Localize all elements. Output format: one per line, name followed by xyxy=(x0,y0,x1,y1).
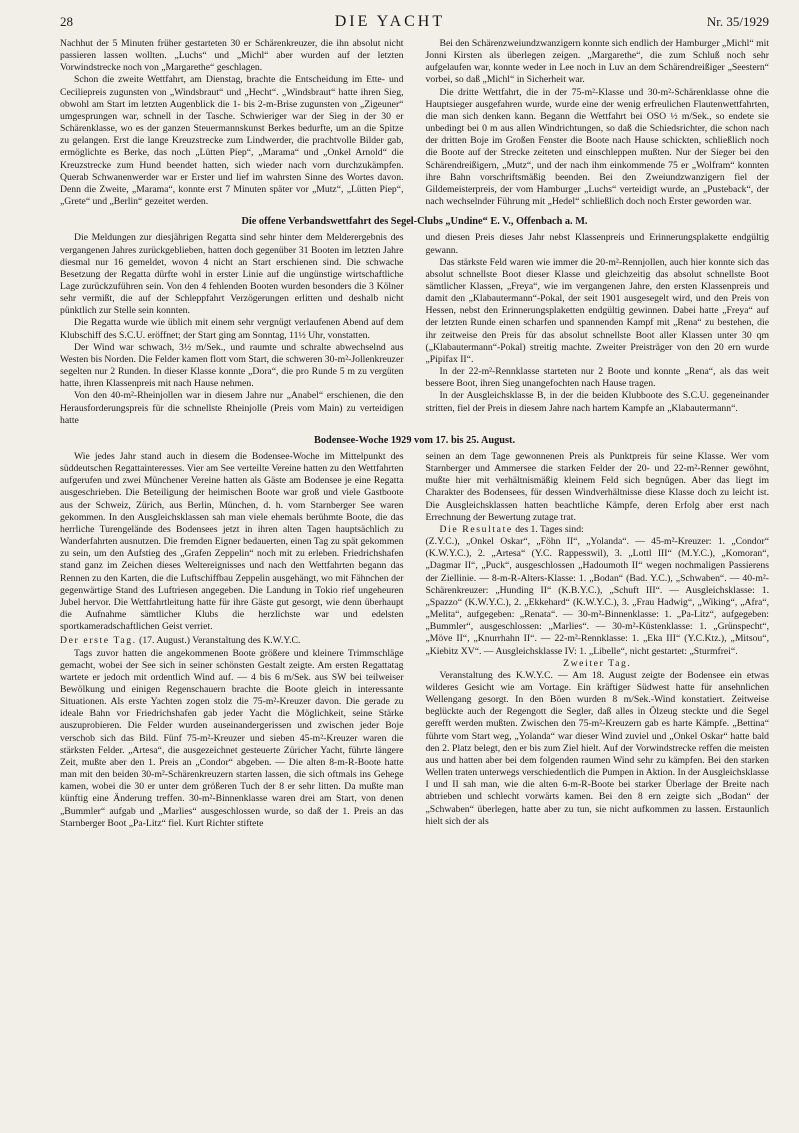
paragraph: Bei den Schärenzweiundzwanzigern konnte sich endlich der Hamburger „Michl“ mit Jonni Kirsten als überlegen zeigen. „Margarethe“, die zum Schluß noch sehr aufgelaufen war, konnte weder in Lee noch in Luv an dem Schärendreißiger „Seestern“ vorbei, so daß „Michl“ in Sicherheit war. xyxy=(425,38,769,86)
paragraph: Wie jedes Jahr stand auch in diesem die Bodensee-Woche im Mittelpunkt des süddeutschen Regattainteresses. Vier am See verteilte Vereine hatten zu den Wettfahrten aufgerufen und zwei Münchener Vereine hatten als Gäste am Bodensee je eine Regatta ausgeschrieben. Die Beteiligung der heimischen Boote war groß und viele Gastboote aus der Schweiz, Zürich, aus Berlin, München, d. h. vom Starnberger See waren gekommen. In den Ausgleichsklassen sah man viele ehemals berühmte Boote, die das herrliche Turengelände des Bodensees jetzt in ihren alten Tagen hauptsächlich zu Wanderfahrten ausnutzen. Die fremden Eigner bedauerten, einen Tag zu spät gekommen zu sein, um den Aufstieg des „Grafen Zeppelin“ noch mit zu erleben. Friedrichshafen stand ganz im Zeichen dieses Weltereignisses und nach den Wettfahrten begann das Rennen zu den Karten, die die Luftschiffbau Zeppelin ausgehängt, wo mit Fähnchen der gegenwärtige Stand des Luftriesen angegeben. Die Landung in Tokio rief ungeheuren Jubel hervor. Die Wettfahrtleitung hatte für ihre Gäste gut gesorgt, wie denn überhaupt die Aufnahme sämtlicher Klubs die herzlichste war und edelsten sportkameradschaftlichen Geist verriet. xyxy=(60,451,404,633)
results-list: (Z.Y.C.), „Onkel Oskar“, „Föhn II“, „Yolanda“. — 45-m²-Kreuzer: 1. „Condor“ (K.W.Y.C.), 2. „Artesa“ (Y.C. Rappesswil), 3. „Lottl III“ (M.Y.C.), „Komoran“, „Dagmar II“, „Puck“, ausgeschlossen „Hadoumoth II“ wegen nochmaligen Passierens der Ziellinie. — 8-m-R-Alters-Klasse: 1. „Bodan“ (Bad. Y.C.), „Schwaben“. — 40-m²-Schärenkreuzer: „Hunding II“ (K.B.Y.C.), „Schuft III“. — Ausgleichsklasse: 1. „Spazzo“ (K.W.Y.C.), 2. „Ekkehard“ (K.W.Y.C.), 3. „Frau Hadwig“, „Wiking“, „Afra“, „Melita“, aufgegeben: „Renata“. — 30-m²-Binnenklasse: 1. „Pa-Litz“, aufgegeben: „Bummler“, ausgeschlossen: „Marlies“. — 30-m²-Küstenklasse: 1. „Grünspecht“, „Möve II“, „Knurrhahn II“. — 22-m²-Rennklasse: 1. „Eka III“ (Y.C.Ktz.), „Mitsou“, „Kiebitz XV“. — Ausgleichsklasse IV: 1. „Libelle“, nicht gestartet: „Sturmfrei“. xyxy=(425,536,769,657)
issue-number: Nr. 35/1929 xyxy=(706,14,769,29)
paragraph: Das stärkste Feld waren wie immer die 20-m²-Rennjollen, auch hier konnte sich das absolut schnellste Boot dieser Klasse und gleichzeitig das absolut schnellste Boot sämtlicher Klassen, „Freya“, wie im vergangenen Jahre, den ersten Klassenpreis und damit den „Klabautermann“-Pokal, der seit 1901 ausgesegelt wird, und den Preis von Hessen, nebst den Erinnerungsplaketten endgültig gewinnen. Dabei hatte „Freya“ auf der letzten Runde einen scharfen und spannenden Kampf mit „Rena“ zu bestehen, die ihr zeitweise den Preis für das absolut schnellste Boot aller Klassen unter 30 qm („Klabautermann“-Pokal) streitig machte. Zweiter Preisträger von den 20 ern wurde „Pipifax II“. xyxy=(425,256,769,365)
paragraph: Nachhut der 5 Minuten früher gestarteten 30 er Schärenkreuzer, die ihn absolut nicht passieren lassen wollten. „Luchs“ und „Michl“ aber wurden auf der letzten Vorwindstrecke noch von „Margarethe“ geschlagen. xyxy=(60,38,404,74)
subheading-day1 xyxy=(60,635,404,647)
paragraph: und diesen Preis dieses Jahr nebst Klassenpreis und Erinnerungsplakette endgültig gewann. xyxy=(425,232,769,256)
paragraph: Tags zuvor hatten die angekommenen Boote größere und kleinere Trimmschläge gemacht, wobei der See sich in seiner schönsten Gestalt zeigte. Am ersten Regattatag wartete er jedoch mit ordentlich Wind auf. — 4 bis 6 m/Sek. aus SW bei teilweiser Bewölkung und einigen Regenschauern brachte die Boote gleich in interessante Situationen. Als erste Yachten zogen stolz die 75-m²-Kreuzer davon. Die gerade zu ideale Bahn vor Friedrichshafen gab jeder Yacht die Möglichkeit, seine Stärke auszuprobieren. Die Felder wurden auseinandergerissen und zwischen jeder Boje verschob sich das Bild. Fünf 75-m²-Kreuzer und sieben 45-m²-Kreuzer waren die stärksten Felder. „Artesa“, die ausgezeichnet gesteuerte Züricher Yacht, führte längere Zeit, mußte aber den 1. Preis an „Condor“ abgeben. — Die alten 8-m-R-Boote hatte man mit den beiden 30-m²-Schärenkreuzern starten lassen, die sich oftmals ins Gehege kamen, wobei die 30 er unter dem größeren Tuch der 8 er sehr litten. Da mußte man künftig eine Änderung treffen. 30-m²-Binnenklasse waren drei am Start, von denen „Bummler“ aufgab und „Marlies“ ausgeschlossen wurde, so daß der 1. Preis an das Starnberger Boot „Pa-Litz“ fiel. Kurt Richter stiftete xyxy=(60,647,404,829)
page-header xyxy=(60,13,769,38)
article-continuation xyxy=(60,38,769,208)
paragraph: seinen an dem Tage gewonnenen Preis als Punktpreis für seine Klasse. Wer vom Starnberger und Ammersee die starken Felder der 20- und 22-m²-Renner gewöhnt, mußte hier mit verhältnismäßig kleinem Feld sich begnügen. Aber das liegt im Charakter des Bodensees, für dessen Windverhältnisse diese Klasse doch zu leicht ist. Die Ausgleichsklassen hatten beachtliche Kämpfe, deren Erfolg aber erst nach Errechnung der Bewertung zutage trat. xyxy=(425,451,769,523)
article-heading-undine: Die offene Verbandswettfahrt des Segel-Clubs „Undine“ E. V., Offenbach a. M. xyxy=(241,216,588,228)
results-heading-detail: des 1. Tages sind: xyxy=(512,523,584,535)
column-left xyxy=(60,451,404,830)
paragraph: In der 22-m²-Rennklasse starteten nur 2 Boote und konnte „Rena“, als das weit bessere Boot, ihren Sieg unangefochten nach Hause tragen. xyxy=(425,366,769,390)
paragraph: Die Meldungen zur diesjährigen Regatta sind sehr hinter dem Melderergebnis des vergangenen Jahres zurückgeblieben, hatten doch gegenüber 31 Booten im letzten Jahre diesmal nur 16 gemeldet, wovon 4 nicht an Start erschienen sind. Die schwache Besetzung der Regatta dürfte wohl in erster Linie auf die ungünstige wirtschaftliche Lage zurückzuführen sein. Von den 4 fehlenden Booten wurden besonders die 3 Kölner sehr vermißt, die auf der Schleppfahrt Verzögerungen erlitten und deshalb nicht pünktlich zur Stelle sein konnten. xyxy=(60,232,404,317)
paragraph: Der Wind war schwach, 3½ m/Sek., und raumte und schralte abwechselnd aus Westen bis Norden. Die Felder kamen flott vom Start, die schweren 30-m²-Jollenkreuzer segelten nur 2 Runden. In dieser Klasse konnte „Dora“, die pro Runde 5 m zu vergüten hatte, ihren Klassenpreis mit nach Hause nehmen. xyxy=(60,341,404,390)
paragraph: Veranstaltung des K.W.Y.C. — Am 18. August zeigte der Bodensee ein etwas wilderes Gesicht wie am Vortage. Ein kräftiger Südwest hatte für ansehnlichen Wellengang gesorgt. In den Böen wurden 8 m/Sek.-Wind konstatiert. Zeitweise beglückte auch der Regengott die Segler, daß alles in Ölzeug steckte und die Segel gerefft werden mußten. Zwischen den 75-m²-Kreuzern gab es harte Kämpfe. „Bettina“ führte vom Start weg, „Yolanda“ war dieser Wind zuviel und „Onkel Oskar“ hatte bald den 2. Platz belegt, den er bis zum Ziel hielt. Auf der Vorwindstrecke reffen die meisten aus und hatten aber bei dem folgenden raumen Wind sehr zu kämpfen. Bei den starken Wellen traten unterwegs verschiedentlich die Pumpen in Aktion. In der Ausgleichsklasse I und II sah man, wie die alten 6-m-R-Boote bei starker Überlage der Breite nach abtrieben und schlecht vorwärts kamen. Bei den 8 ern zeigte sich „Bodan“ der „Schwaben“ überlegen, hatte aber zu tun, sie nicht aufkommen zu lassen. Erstaunlich hielt sich der als xyxy=(425,669,769,827)
results-heading xyxy=(426,524,770,536)
column-right xyxy=(426,232,770,427)
column-right xyxy=(426,451,770,830)
paragraph: Schon die zweite Wettfahrt, am Dienstag, brachte die Entscheidung im Ette- und Ceciliepreis zugunsten von „Windsbraut“ und „Hecht“. „Windsbraut“ hatte ihren Sieg, obwohl am Start im letzten Augenblick die 1- bis 2-m-Brise zugunsten von „Zigeuner“ umgesprungen war, schnell in der Tasche. Schwieriger war der Sieg in der 30 er Schärenklasse, wo es der ganzen Steuermannskunst Berkes bedurfte, um an die Spitze zu gelangen. Erst die lange Kreuzstrecke zum Lindwerder, die prachtvolle Bilder gab, ermöglichte es Berke, das noch „Lütten Piep“, „Marama“ und „Onkel Arnold“ die Kreuzstrecke zum Hund beendet hatten, sich wieder nach vorn durchzukämpfen. Querab Schwanenwerder war er Erster und lief im wahrsten Sinne des Wortes davon. Denn die Zweite, „Marama“, konnte erst 7 Minuten später vor „Mutz“, „Lütten Piep“, „Grete“ und „Berlin“ gezeitet werden. xyxy=(60,74,404,208)
column-right xyxy=(426,38,770,208)
paragraph: Von den 40-m²-Rheinjollen war in diesem Jahre nur „Anabel“ erschienen, die den Herausforderungspreis für die schnellste Rheinjolle (Preis vom Main) zu verteidigen hatte xyxy=(60,390,404,426)
article-bodensee xyxy=(60,451,769,830)
paragraph: Die dritte Wettfahrt, die in der 75-m²-Klasse und 30-m²-Schärenklasse ohne die Hauptsieger ausgefahren wurde, wurde eine der wenig erfreulichen Flautenwettfahrten, die man sich denken kann. Begann die Wettfahrt bei OSO ½ m/Sek., so endete sie unbedingt bei 0 m aus allen Windrichtungen, so daß die Schiedsrichter, die schon nach der dritten Boje im Großen Fenster die Boote nach Hause schickten, schließlich noch die Boote auf der Strecke zeiteten und einschleppen mußten. Nur der Sieger bei den Schärendreißigern, „Mutz“, und der nach ihm einkommende 75 er „Wolfram“ konnten ihre Bahn vorschriftsmäßig beenden. Bei den Zweiundzwanzigern fiel der Gildemeisterpreis, der vom Hamburger „Luchs“ verteidigt wurde, an „Pusteback“, der nach wechselnder Führung mit „Hedel“ schließlich doch noch Erster geworden war. xyxy=(425,86,769,208)
subheading-day2: Zweiter Tag. xyxy=(563,657,632,669)
results-heading-title: Die Resultate xyxy=(439,523,513,535)
article-heading-bodensee: Bodensee-Woche 1929 vom 17. bis 25. August. xyxy=(313,434,516,446)
masthead: DIE YACHT xyxy=(334,13,446,30)
article-undine xyxy=(60,232,769,427)
paragraph: In der Ausgleichsklasse B, in der die beiden Klubboote des S.C.U. gegeneinander stritten, fiel der Preis in diesem Jahre nach hartem Kampfe an „Klabautermann“. xyxy=(425,390,769,414)
column-left xyxy=(60,38,404,208)
column-left xyxy=(60,232,404,427)
paragraph: Die Regatta wurde wie üblich mit einem sehr vergnügt verlaufenen Abend auf dem Klubschiff des S.C.U. eröffnet; der Start ging am Sonntag, 11½ Uhr, vonstatten. xyxy=(60,317,404,341)
subheading-day1-title: Der erste Tag. xyxy=(60,635,137,647)
subheading-day1-detail: (17. August.) Veranstaltung des K.W.Y.C. xyxy=(136,635,301,647)
page-number: 28 xyxy=(60,14,73,29)
